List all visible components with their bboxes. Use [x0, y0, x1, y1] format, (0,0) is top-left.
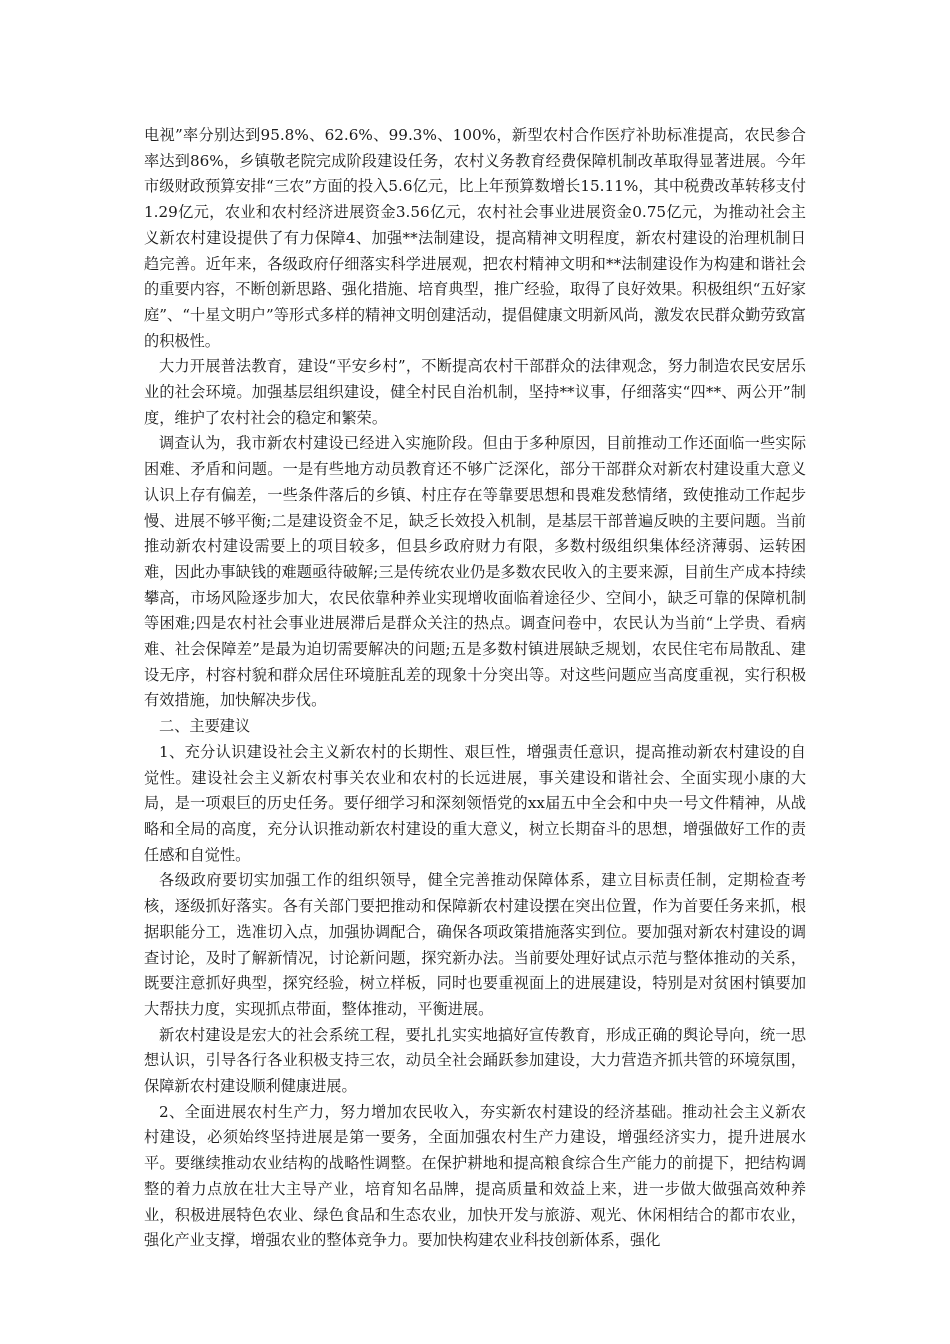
- body-paragraph-3: 调查认为，我市新农村建设已经进入实施阶段。但由于多种原因，目前推动工作还面临一些实际困难、矛盾和问题。一是有些地方动员教育还不够广泛深化，部分干部群众对新农村建设重大意义认识上存有偏差，一些条件落后的乡镇、村庄存在等靠要思想和畏难发愁情绪，致使推动工作起步慢、进展不够平衡;二是建设资金不足，缺乏长效投入机制，是基层干部普遍反映的主要问题。当前推动新农村建设需要上的项目较多，但县乡政府财力有限，多数村级组织集体经济薄弱、运转困难，因此办事缺钱的难题亟待破解;三是传统农业仍是多数农民收入的主要来源，目前生产成本持续攀高，市场风险逐步加大，农民依靠种养业实现增收面临着途径少、空间小，缺乏可靠的保障机制等困难;四是农村社会事业进展滞后是群众关注的热点。调查问卷中，农民认为当前“上学贵、看病难、社会保障差”是最为迫切需要解决的问题;五是多数村镇进展缺乏规划，农民住宅布局散乱、建设无序，村容村貌和群众居住环境脏乱差的现象十分突出等。对这些问题应当高度重视，实行积极有效措施，加快解决步伐。: [144, 434, 806, 710]
- document-page: [144, 123, 806, 1254]
- body-paragraph-5: 各级政府要切实加强工作的组织领导，健全完善推动保障体系，建立目标责任制，定期检查考核，逐级抓好落实。各有关部门要把推动和保障新农村建设摆在突出位置，作为首要任务来抓，根据职能分工，选准切入点，加强协调配合，确保各项政策措施落实到位。要加强对新农村建设的调查讨论，及时了解新情况，讨论新问题，探究新办法。当前要处理好试点示范与整体推动的关系，既要注意抓好典型，探究经验，树立样板，同时也要重视面上的进展建设，特别是对贫困村镇要加大帮扶力度，实现抓点带面，整体推动，平衡进展。: [144, 871, 806, 1018]
- body-paragraph-4: 1、充分认识建设社会主义新农村的长期性、艰巨性，增强责任意识，提高推动新农村建设的自觉性。建设社会主义新农村事关农业和农村的长远进展，事关建设和谐社会、全面实现小康的大局，是一项艰巨的历史任务。要仔细学习和深刻领悟党的xx届五中全会和中央一号文件精神，从战略和全局的高度，充分认识推动新农村建设的重大意义，树立长期奋斗的思想，增强做好工作的责任感和自觉性。: [144, 742, 806, 864]
- body-paragraph-6: 新农村建设是宏大的社会系统工程，要扎扎实实地搞好宣传教育，形成正确的舆论导向，统一思想认识，引导各行各业积极支持三农，动员全社会踊跃参加建设，大力营造齐抓共管的环境氛围，保障新农村建设顺利健康进展。: [144, 1025, 806, 1096]
- section-heading: 二、主要建议: [159, 717, 251, 736]
- body-paragraph-7: 2、全面进展农村生产力，努力增加农民收入，夯实新农村建设的经济基础。推动社会主义新农村建设，必须始终坚持进展是第一要务，全面加强农村生产力建设，增强经济实力，提升进展水平。要继续推动农业结构的战略性调整。在保护耕地和提高粮食综合生产能力的前提下，把结构调整的着力点放在壮大主导产业，培育知名品牌，提高质量和效益上来，进一步做大做强高效种养业，积极进展特色农业、绿色食品和生态农业，加快开发与旅游、观光、休闲相结合的都市农业，强化产业支撑，增强农业的整体竞争力。要加快构建农业科技创新体系，强化: [144, 1102, 806, 1250]
- body-paragraph-2: 大力开展普法教育，建设“平安乡村”，不断提高农村干部群众的法律观念，努力制造农民安居乐业的社会环境。加强基层组织建设，健全村民自治机制，坚持**议事，仔细落实“四**、两公开”制度，维护了农村社会的稳定和繁荣。: [144, 357, 806, 427]
- body-paragraph-1: 电视”率分别达到95.8%、62.6%、99.3%、100%，新型农村合作医疗补助标准提高，农民参合率达到86%，乡镇敬老院完成阶段建设任务，农村义务教育经费保障机制改革取得显著进展。今年市级财政预算安排“三农”方面的投入5.6亿元，比上年预算数增长15.11%，其中税费改革转移支付1.29亿元，农业和农村经济进展资金3.56亿元，农村社会事业进展资金0.75亿元，为推动社会主义新农村建设提供了有力保障4、加强**法制建设，提高精神文明程度，新农村建设的治理机制日趋完善。近年来，各级政府仔细落实科学进展观，把农村精神文明和**法制建设作为构建和谐社会的重要内容，不断创新思路、强化措施、培育典型，推广经验，取得了良好效果。积极组织“五好家庭”、“十星文明户”等形式多样的精神文明创建活动，提倡健康文明新风尚，激发农民群众勤劳致富的积极性。: [144, 126, 806, 350]
